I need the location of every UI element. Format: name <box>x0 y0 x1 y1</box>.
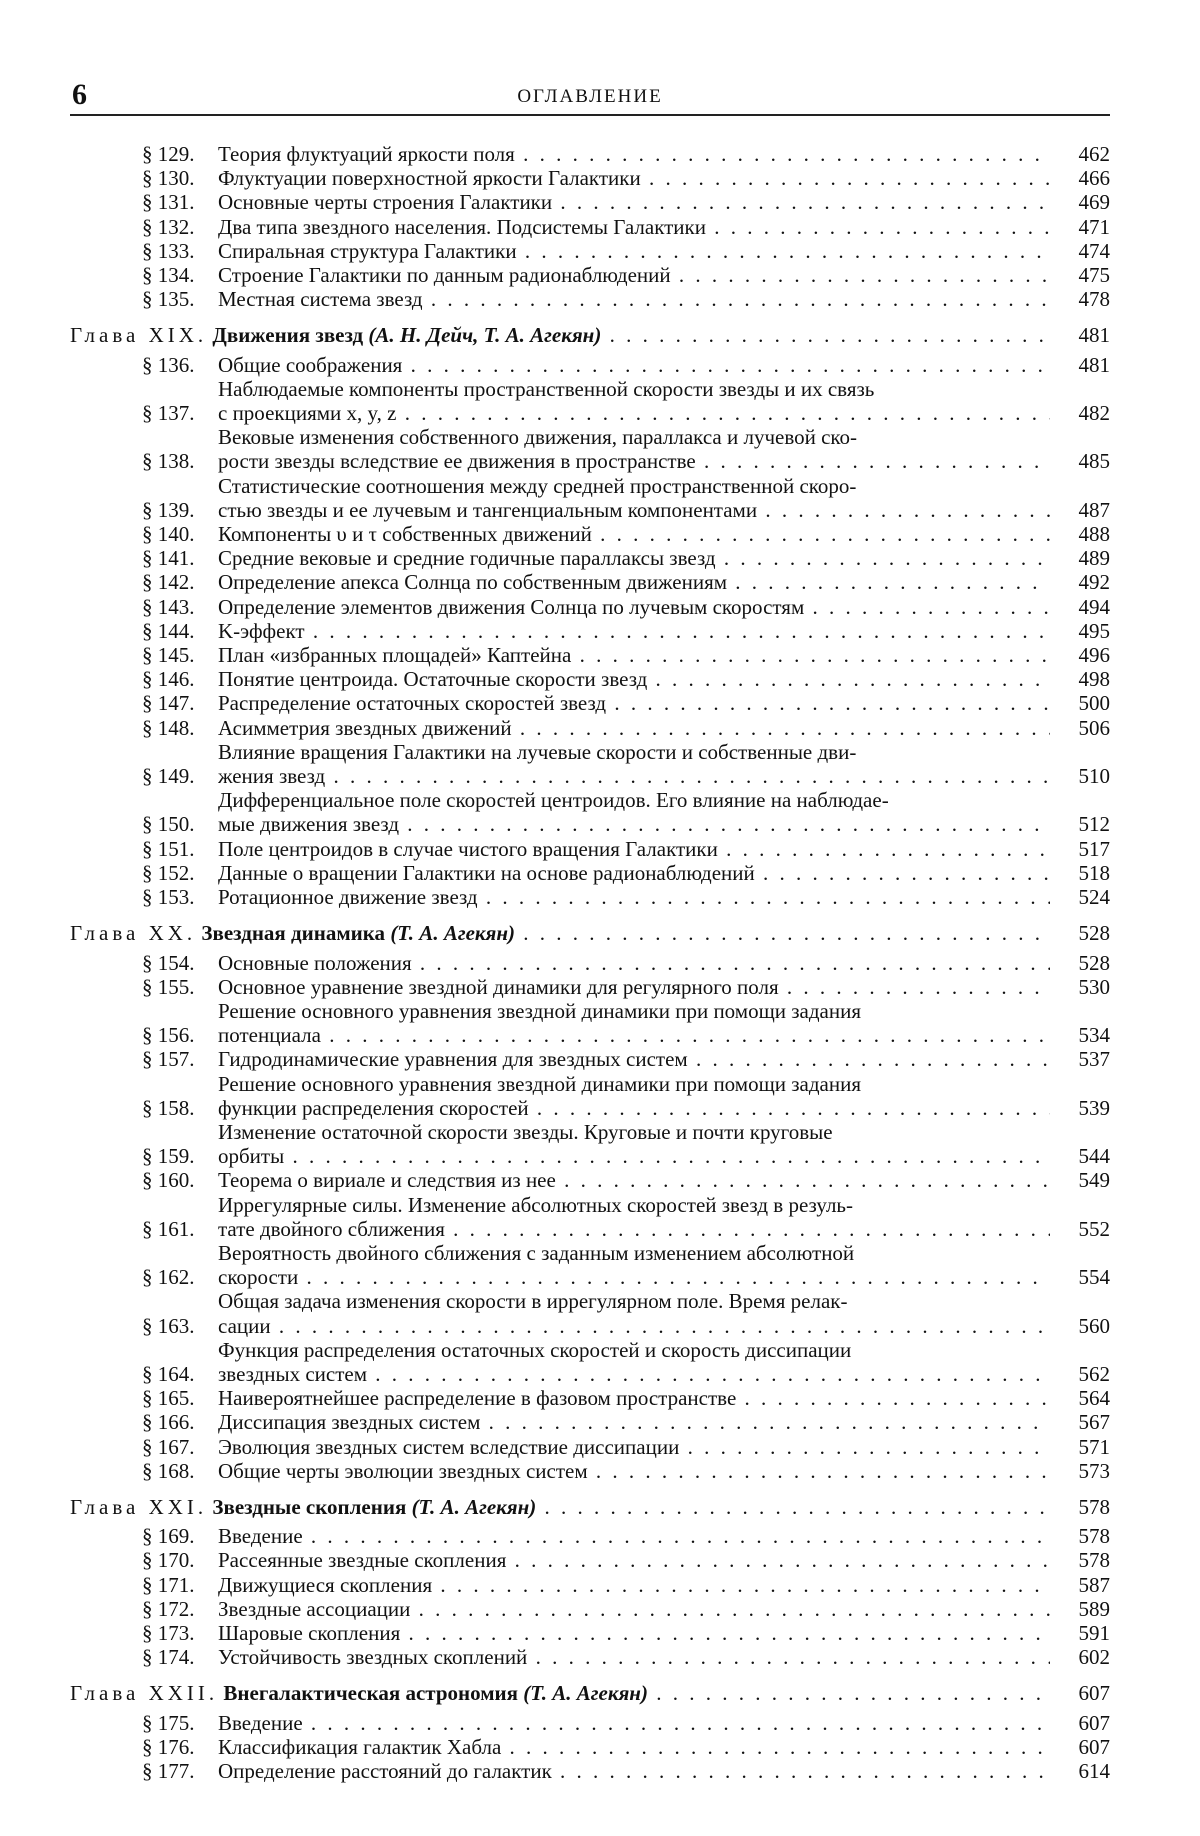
toc-section-entry <box>70 263 1110 287</box>
entry-title <box>218 1120 1050 1168</box>
section-number: § 161. <box>142 1216 195 1241</box>
page-ref: 578 <box>1078 1494 1110 1519</box>
entry-title <box>218 885 1050 909</box>
section-number: § 148. <box>142 715 195 740</box>
entry-title <box>218 425 1050 473</box>
entry-title-line: K-эффект . . . <box>218 619 1050 643</box>
entry-title-line: Функция распределения остаточных скоростей и скорость диссипации <box>218 1337 852 1362</box>
toc-section-entry <box>70 239 1110 263</box>
entry-title <box>218 595 1050 619</box>
entry-title-line: Основные положения . . . <box>218 951 1050 975</box>
entry-title <box>218 740 1050 788</box>
entry-title-line: Изменение остаточной скорости звезды. Круговые и почти круговые <box>218 1119 833 1144</box>
page-ref: 524 <box>1078 885 1110 910</box>
page-ref: 494 <box>1078 594 1110 619</box>
section-number: § 140. <box>142 522 195 547</box>
page-ref: 506 <box>1078 715 1110 740</box>
entry-title-line: Иррегулярные силы. Изменение абсолютных скоростей звезд в резуль- <box>218 1192 854 1217</box>
toc-section-entry <box>70 643 1110 667</box>
entry-title <box>218 1597 1050 1621</box>
toc-section-entry <box>70 595 1110 619</box>
entry-title-line: рости звезды вследствие ее движения в пространстве . . . <box>218 449 1050 473</box>
section-number: § 173. <box>142 1620 195 1645</box>
section-number: § 153. <box>142 885 195 910</box>
entry-title-line: Вековые изменения собственного движения, параллакса и лучевой ско- <box>218 425 858 450</box>
entry-title-line: План «избранных площадей» Каптейна . . . <box>218 643 1050 667</box>
page-ref: 518 <box>1078 860 1110 885</box>
toc-section-entry <box>70 1573 1110 1597</box>
page-ref: 607 <box>1078 1681 1110 1706</box>
section-number: § 172. <box>142 1596 195 1621</box>
page-ref: 614 <box>1078 1759 1110 1783</box>
entry-title-line: Введение . . . <box>218 1524 1050 1548</box>
page-ref: 481 <box>1078 323 1110 348</box>
entry-title-line: Статистические соотношения между средней пространственной скоро- <box>218 473 857 498</box>
entry-title-line: Гидродинамические уравнения для звездных систем . . . <box>218 1047 1050 1071</box>
section-number: § 169. <box>142 1524 195 1549</box>
page-ref: 481 <box>1078 352 1110 377</box>
toc-section-entry <box>70 546 1110 570</box>
entry-title-line: Спиральная структура Галактики . . . <box>218 239 1050 263</box>
entry-title-line: Дифференциальное поле скоростей центроидов. Его влияние на наблюдае- <box>218 788 889 813</box>
section-number: § 156. <box>142 1023 195 1048</box>
entry-title-line: стью звезды и ее лучевым и тангенциальным компонентами . . . <box>218 498 1050 522</box>
entry-title <box>218 1241 1050 1289</box>
entry-title-line: Средние вековые и средние годичные параллаксы звезд . . . <box>218 546 1050 570</box>
toc-section-entry <box>70 474 1110 522</box>
page-ref: 587 <box>1078 1572 1110 1597</box>
entry-title-line: Общие соображения . . . <box>218 353 1050 377</box>
entry-title <box>218 861 1050 885</box>
section-number: § 154. <box>142 950 195 975</box>
section-number: § 151. <box>142 836 195 861</box>
entry-title-line: Определение элементов движения Солнца по лучевым скоростям . . . <box>218 595 1050 619</box>
page-ref: 485 <box>1078 449 1110 474</box>
toc-section-entry <box>70 975 1110 999</box>
entry-title <box>218 1435 1050 1459</box>
page-ref: 602 <box>1078 1645 1110 1670</box>
page-ref: 530 <box>1078 974 1110 999</box>
entry-title <box>218 1645 1050 1669</box>
page-ref: 573 <box>1078 1458 1110 1483</box>
entry-title-line: Рассеянные звездные скопления . . . <box>218 1548 1050 1572</box>
toc-section-entry <box>70 1168 1110 1192</box>
entry-title-line: Строение Галактики по данным радионаблюдений . . . <box>218 263 1050 287</box>
entry-title-line: Определение расстояний до галактик . . . <box>218 1759 1050 1783</box>
entry-title <box>218 353 1050 377</box>
chapter-title: Движения звезд <box>212 323 364 348</box>
section-number: § 162. <box>142 1265 195 1290</box>
page-ref: 607 <box>1078 1734 1110 1759</box>
page-ref: 591 <box>1078 1620 1110 1645</box>
section-number: § 133. <box>142 238 195 263</box>
entry-title-line: Устойчивость звездных скоплений . . . <box>218 1645 1050 1669</box>
entry-title <box>218 570 1050 594</box>
page-ref: 462 <box>1078 142 1110 166</box>
section-number: § 132. <box>142 214 195 239</box>
entry-title-line: Наивероятнейшее распределение в фазовом пространстве . . . <box>218 1386 1050 1410</box>
toc-section-entry <box>70 1711 1110 1735</box>
page-ref: 469 <box>1078 190 1110 215</box>
section-number: § 174. <box>142 1645 195 1670</box>
entry-title <box>218 1168 1050 1192</box>
entry-title <box>218 239 1050 263</box>
entry-title-line: Шаровые скопления . . . <box>218 1621 1050 1645</box>
toc-section-entry <box>70 425 1110 473</box>
chapter-title: Внегалактическая астрономия <box>223 1681 519 1706</box>
toc-section-entry <box>70 1410 1110 1434</box>
section-number: § 145. <box>142 643 195 668</box>
entry-title <box>218 166 1050 190</box>
page-ref: 517 <box>1078 836 1110 861</box>
entry-title-line: жения звезд . . . <box>218 764 1050 788</box>
section-number: § 157. <box>142 1047 195 1072</box>
section-number: § 137. <box>142 401 195 426</box>
section-number: § 143. <box>142 594 195 619</box>
entry-title <box>218 190 1050 214</box>
toc-section-entry <box>70 353 1110 377</box>
entry-title <box>218 1459 1050 1483</box>
entry-title <box>218 975 1050 999</box>
entry-title-line: потенциала . . . <box>218 1023 1050 1047</box>
page-header <box>70 74 1110 116</box>
entry-title-line: звездных систем . . . <box>218 1362 1050 1386</box>
chapter-title: Звездные скопления <box>212 1494 407 1519</box>
section-number: § 155. <box>142 974 195 999</box>
toc-section-entry <box>70 740 1110 788</box>
toc-section-entry <box>70 691 1110 715</box>
entry-title-line: Два типа звездного населения. Подсистемы Галактики . . . <box>218 215 1050 239</box>
section-number: § 160. <box>142 1168 195 1193</box>
entry-title-line: Эволюция звездных систем вследствие диссипации . . . <box>218 1435 1050 1459</box>
entry-title-line: Влияние вращения Галактики на лучевые скорости и собственные дви- <box>218 739 857 764</box>
section-number: § 165. <box>142 1386 195 1411</box>
page-ref: 482 <box>1078 401 1110 426</box>
section-number: § 152. <box>142 860 195 885</box>
page-ref: 474 <box>1078 238 1110 263</box>
entry-title <box>218 215 1050 239</box>
entry-title <box>218 1289 1050 1337</box>
entry-title-line: мые движения звезд . . . <box>218 812 1050 836</box>
entry-title <box>218 1410 1050 1434</box>
entry-title <box>218 1338 1050 1386</box>
toc-section-entry <box>70 522 1110 546</box>
section-number: § 177. <box>142 1759 195 1783</box>
entry-title <box>218 546 1050 570</box>
toc-section-entry <box>70 1645 1110 1669</box>
page-ref: 500 <box>1078 691 1110 716</box>
entry-title <box>218 619 1050 643</box>
section-number: § 129. <box>142 142 195 166</box>
toc-section-entry <box>70 1597 1110 1621</box>
entry-title <box>218 1072 1050 1120</box>
section-number: § 163. <box>142 1313 195 1338</box>
section-number: § 168. <box>142 1458 195 1483</box>
page-ref: 607 <box>1078 1710 1110 1735</box>
toc-section-entry <box>70 1548 1110 1572</box>
toc-section-entry <box>70 885 1110 909</box>
entry-title-line: Поле центроидов в случае чистого вращения Галактики . . . <box>218 837 1050 861</box>
toc-section-entry <box>70 788 1110 836</box>
entry-title-line: сации . . . <box>218 1314 1050 1338</box>
entry-title-line: Данные о вращении Галактики на основе радионаблюдений . . . <box>218 861 1050 885</box>
section-number: § 134. <box>142 263 195 288</box>
entry-title <box>218 951 1050 975</box>
toc-section-entry <box>70 166 1110 190</box>
page-ref: 564 <box>1078 1386 1110 1411</box>
page-ref: 578 <box>1078 1548 1110 1573</box>
entry-title <box>218 287 1050 311</box>
entry-title <box>218 1548 1050 1572</box>
entry-title-line: Местная система звезд . . . <box>218 287 1050 311</box>
entry-title-line: Наблюдаемые компоненты пространственной скорости звезды и их связь <box>218 376 875 401</box>
entry-title-line: Введение . . . <box>218 1711 1050 1735</box>
entry-title <box>218 1386 1050 1410</box>
entry-title <box>218 691 1050 715</box>
entry-title-line: Общие черты эволюции звездных систем . . . <box>218 1459 1050 1483</box>
entry-title <box>218 1193 1050 1241</box>
toc-section-entry <box>70 1120 1110 1168</box>
section-number: § 139. <box>142 497 195 522</box>
page-ref: 512 <box>1078 812 1110 837</box>
page-ref: 495 <box>1078 618 1110 643</box>
chapter-authors: (А. Н. Дейч, Т. А. Агекян) <box>368 323 602 348</box>
entry-title <box>218 667 1050 691</box>
page-ref: 539 <box>1078 1095 1110 1120</box>
toc-section-entry <box>70 1072 1110 1120</box>
entry-title-line: Звездные ассоциации . . . <box>218 1597 1050 1621</box>
chapter-authors: (Т. А. Агекян) <box>411 1494 537 1519</box>
page-ref: 528 <box>1078 921 1110 946</box>
section-number: § 138. <box>142 449 195 474</box>
entry-title <box>218 142 1050 166</box>
entry-title <box>218 837 1050 861</box>
entry-title-line: Классификация галактик Хабла . . . <box>218 1735 1050 1759</box>
page-ref: 578 <box>1078 1524 1110 1549</box>
entry-title <box>218 1621 1050 1645</box>
toc-section-entry <box>70 1435 1110 1459</box>
page-ref: 571 <box>1078 1434 1110 1459</box>
entry-title-line: Теория флуктуаций яркости поля . . . <box>218 142 1050 166</box>
page-ref: 560 <box>1078 1313 1110 1338</box>
section-number: § 171. <box>142 1572 195 1597</box>
entry-title <box>218 1047 1050 1071</box>
section-number: § 141. <box>142 546 195 571</box>
section-number: § 164. <box>142 1361 195 1386</box>
toc-section-entry <box>70 1735 1110 1759</box>
entry-title-line: Основные черты строения Галактики . . . <box>218 190 1050 214</box>
toc-chapter-entry <box>70 1681 1110 1705</box>
entry-title <box>218 643 1050 667</box>
section-number: § 136. <box>142 352 195 377</box>
page-ref: 534 <box>1078 1023 1110 1048</box>
section-number: § 131. <box>142 190 195 215</box>
page-ref: 488 <box>1078 522 1110 547</box>
toc-chapter-entry <box>70 921 1110 945</box>
section-number: § 147. <box>142 691 195 716</box>
section-number: § 176. <box>142 1734 195 1759</box>
entry-title <box>218 474 1050 522</box>
page-ref: 567 <box>1078 1410 1110 1435</box>
section-number: § 166. <box>142 1410 195 1435</box>
chapter-title: Звездная динамика <box>201 921 386 946</box>
section-number: § 130. <box>142 166 195 191</box>
entry-title-line: Распределение остаточных скоростей звезд . . . <box>218 691 1050 715</box>
entry-title-line: Асимметрия звездных движений . . . <box>218 716 1050 740</box>
entry-title-line: Решение основного уравнения звездной динамики при помощи задания <box>218 1071 861 1096</box>
page-ref: 549 <box>1078 1168 1110 1193</box>
section-number: § 135. <box>142 287 195 312</box>
entry-title <box>70 1681 1050 1705</box>
toc-section-entry <box>70 1047 1110 1071</box>
toc-section-entry <box>70 1386 1110 1410</box>
entry-title-line: с проекциями x, y, z . . . <box>218 401 1050 425</box>
page-ref: 544 <box>1078 1144 1110 1169</box>
toc-section-entry <box>70 999 1110 1047</box>
section-number: § 175. <box>142 1710 195 1735</box>
page-ref: 589 <box>1078 1596 1110 1621</box>
entry-title <box>218 999 1050 1047</box>
toc-section-entry <box>70 190 1110 214</box>
entry-title <box>70 921 1050 945</box>
entry-title <box>218 263 1050 287</box>
entry-title-line: Вероятность двойного сближения с заданным изменением абсолютной <box>218 1240 855 1265</box>
toc-section-entry <box>70 1338 1110 1386</box>
section-number: § 167. <box>142 1434 195 1459</box>
toc-section-entry <box>70 1459 1110 1483</box>
page-ref: 478 <box>1078 287 1110 312</box>
section-number: § 149. <box>142 764 195 789</box>
page-ref: 498 <box>1078 667 1110 692</box>
entry-title-line: тате двойного сближения . . . <box>218 1217 1050 1241</box>
entry-title <box>218 716 1050 740</box>
toc-section-entry <box>70 1524 1110 1548</box>
entry-title <box>218 1735 1050 1759</box>
toc-section-entry <box>70 1289 1110 1337</box>
page-ref: 562 <box>1078 1361 1110 1386</box>
entry-title <box>218 522 1050 546</box>
section-number: § 158. <box>142 1095 195 1120</box>
toc-chapter-entry <box>70 323 1110 347</box>
entry-title-line: функции распределения скоростей . . . <box>218 1096 1050 1120</box>
page-ref: 489 <box>1078 546 1110 571</box>
entry-title-line: Компоненты υ и τ собственных движений . . . <box>218 522 1050 546</box>
page-number: 6 <box>72 78 87 111</box>
section-number: § 142. <box>142 570 195 595</box>
entry-title-line: Ротационное движение звезд . . . <box>218 885 1050 909</box>
entry-title <box>70 323 1050 347</box>
entry-title <box>218 1524 1050 1548</box>
toc-section-entry <box>70 861 1110 885</box>
entry-title <box>218 1711 1050 1735</box>
chapter-authors: (Т. А. Агекян) <box>390 921 516 946</box>
entry-title <box>218 788 1050 836</box>
chapter-label: Глава XIX. <box>70 323 208 348</box>
entry-title <box>218 377 1050 425</box>
chapter-label: Глава XX. <box>70 921 197 946</box>
toc-section-entry <box>70 570 1110 594</box>
page-ref: 475 <box>1078 263 1110 288</box>
entry-title <box>218 1573 1050 1597</box>
entry-title-line: Общая задача изменения скорости в иррегулярном поле. Время релак- <box>218 1289 848 1314</box>
page-ref: 554 <box>1078 1265 1110 1290</box>
page-ref: 492 <box>1078 570 1110 595</box>
entry-title-line: Определение апекса Солнца по собственным движениям . . . <box>218 570 1050 594</box>
toc-section-entry <box>70 619 1110 643</box>
page-ref: 466 <box>1078 166 1110 191</box>
page-ref: 496 <box>1078 643 1110 668</box>
entry-title-line: орбиты . . . <box>218 1144 1050 1168</box>
section-number: § 144. <box>142 618 195 643</box>
toc-section-entry <box>70 142 1110 166</box>
toc-section-entry <box>70 951 1110 975</box>
page-ref: 528 <box>1078 950 1110 975</box>
section-number: § 150. <box>142 812 195 837</box>
entry-title <box>218 1759 1050 1783</box>
running-title: ОГЛАВЛЕНИЕ <box>517 86 663 107</box>
entry-title <box>70 1495 1050 1519</box>
entry-title-line: Теорема о вириале и следствия из нее . . . <box>218 1168 1050 1192</box>
page-ref: 487 <box>1078 497 1110 522</box>
toc-section-entry <box>70 1193 1110 1241</box>
chapter-label: Глава XXI. <box>70 1494 208 1519</box>
entry-title-line: Понятие центроида. Остаточные скорости звезд . . . <box>218 667 1050 691</box>
toc-chapter-entry <box>70 1495 1110 1519</box>
page-ref: 471 <box>1078 214 1110 239</box>
entry-title-line: скорости . . . <box>218 1265 1050 1289</box>
entry-title-line: Основное уравнение звездной динамики для регулярного поля . . . <box>218 975 1050 999</box>
toc-section-entry <box>70 1621 1110 1645</box>
section-number: § 170. <box>142 1548 195 1573</box>
chapter-authors: (Т. А. Агекян) <box>523 1681 648 1706</box>
section-number: § 159. <box>142 1144 195 1169</box>
toc-section-entry <box>70 716 1110 740</box>
toc-section-entry <box>70 1759 1110 1783</box>
page-ref: 510 <box>1078 764 1110 789</box>
table-of-contents <box>70 142 1110 1783</box>
entry-title-line: Флуктуации поверхностной яркости Галактики . . . <box>218 166 1050 190</box>
toc-section-entry <box>70 377 1110 425</box>
entry-title-line: Решение основного уравнения звездной динамики при помощи задания <box>218 998 861 1023</box>
page-ref: 537 <box>1078 1047 1110 1072</box>
toc-section-entry <box>70 837 1110 861</box>
section-number: § 146. <box>142 667 195 692</box>
entry-title-line: Движущиеся скопления . . . <box>218 1573 1050 1597</box>
toc-section-entry <box>70 215 1110 239</box>
page-ref: 552 <box>1078 1216 1110 1241</box>
toc-section-entry <box>70 287 1110 311</box>
toc-section-entry <box>70 667 1110 691</box>
chapter-label: Глава XXII. <box>70 1681 219 1706</box>
entry-title-line: Диссипация звездных систем . . . <box>218 1410 1050 1434</box>
toc-section-entry <box>70 1241 1110 1289</box>
